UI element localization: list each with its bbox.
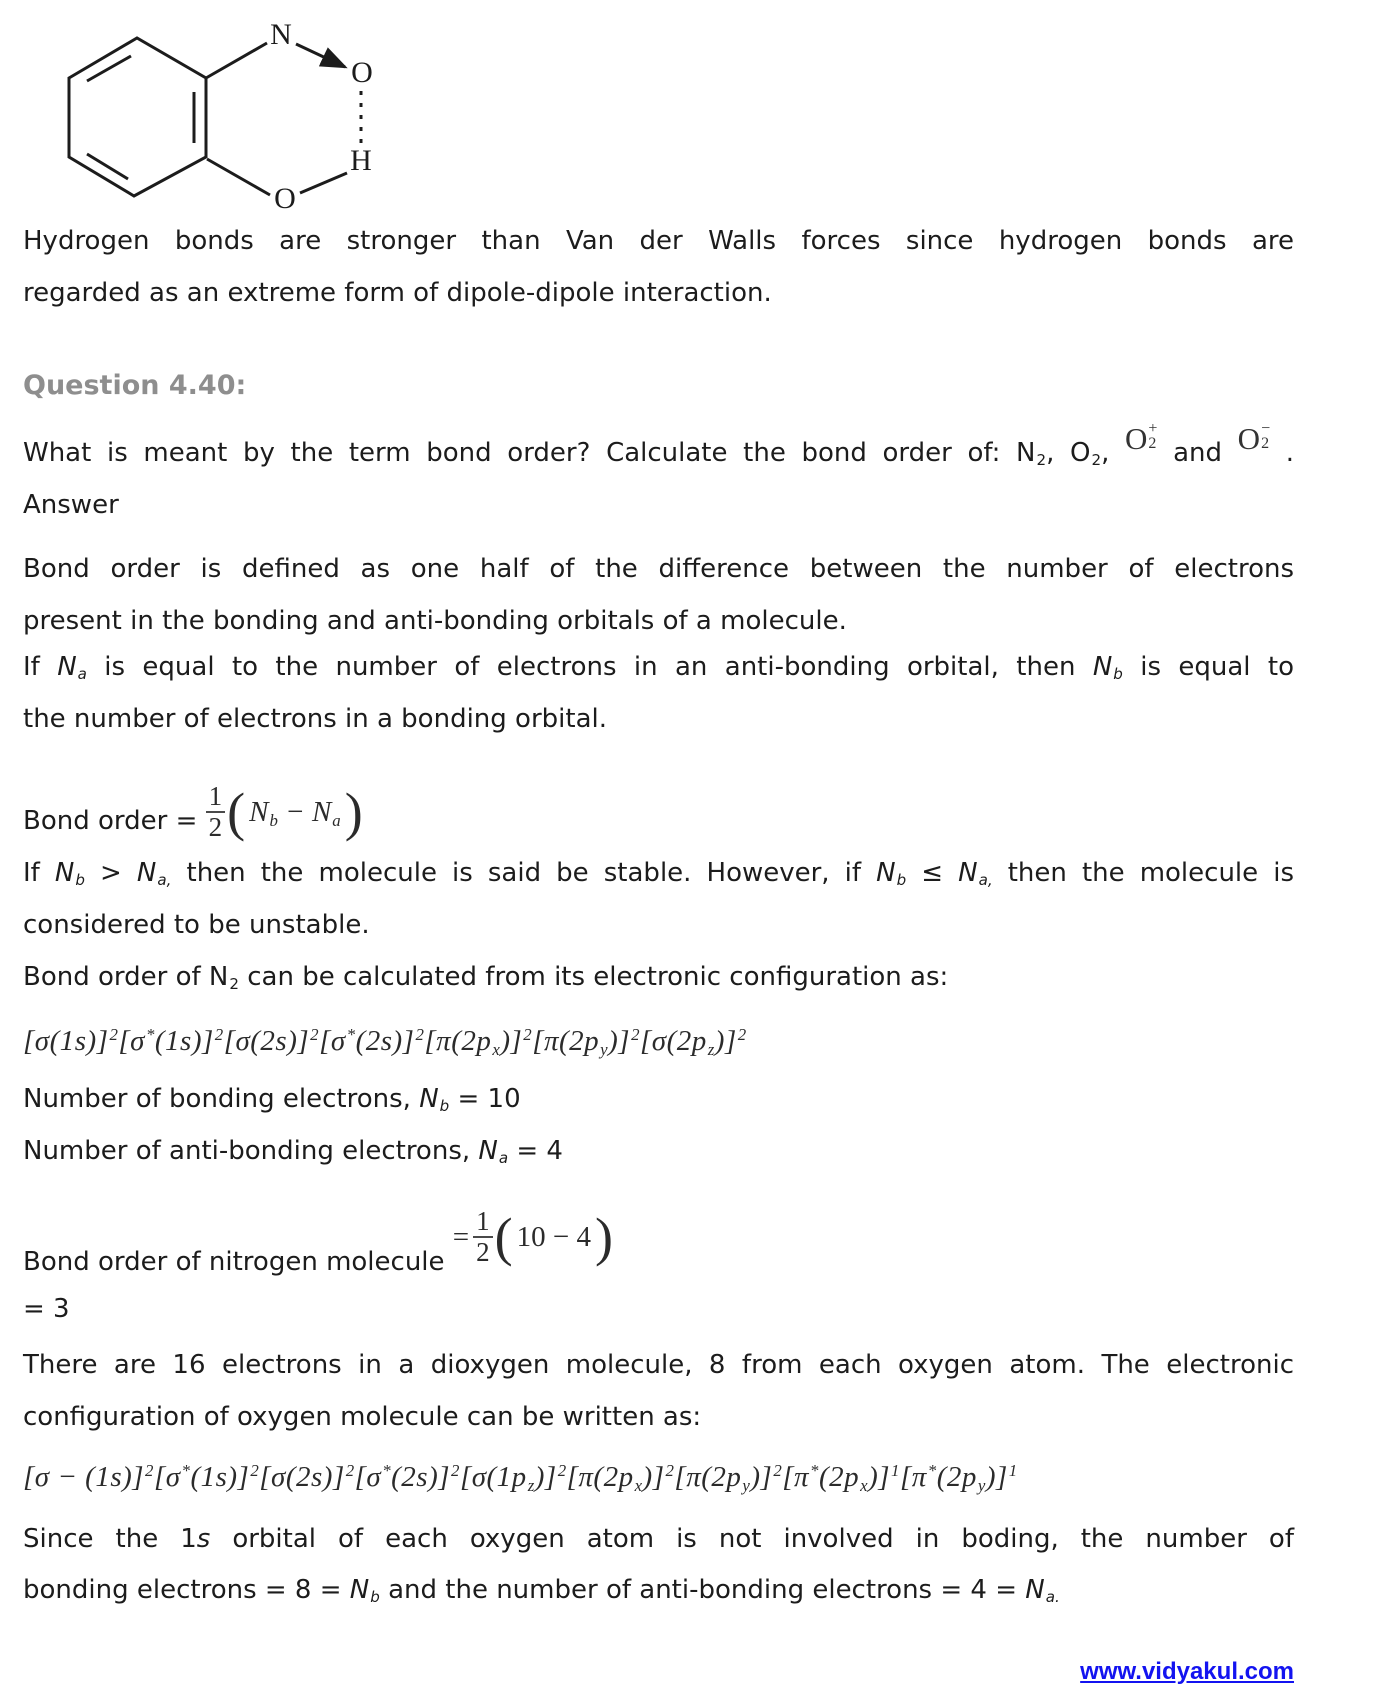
atom-label-o-top: O (351, 56, 373, 89)
formula-nitrogen-label: Bond order of nitrogen molecule (23, 1247, 453, 1277)
benzene-hexagon (69, 38, 206, 196)
fraction-half-nb-na: $\frac{1}{2}$ ( $N_b - N_a$ ) (206, 782, 365, 842)
para-bond-order-def-line2: present in the bonding and anti-bonding orbitals of a molecule. (23, 606, 847, 636)
formula-10-minus-4: 10 − 4 (516, 1221, 591, 1253)
para-dioxygen-line1: There are 16 electrons in a dioxygen molecule, 8 from each oxygen atom. The electronic (23, 1350, 1294, 1380)
formula-o2-configuration: $[\sigma - (1s)]^2[\sigma^*(1s)]^2[\sigma(2s)]^2[\sigma^*(2s)]^2[\sigma(1p_z)]^2[\pi(2p_x)]^2[\pi(2p_y)]^2[\pi^*(2p_x)]^1[\pi^*(2p_y)]^1$ (23, 1460, 1018, 1495)
para-hydrogen-bonds-line2: regarded as an extreme form of dipole-dipole interaction. (23, 278, 772, 308)
para-dioxygen-line2: configuration of oxygen molecule can be written as: (23, 1402, 702, 1432)
para-hydrogen-bonds-line1: Hydrogen bonds are stronger than Van der Walls forces since hydrogen bonds are (23, 226, 1294, 256)
equals-sign: = (452, 1221, 470, 1253)
para-na-nb-line2: the number of electrons in a bonding orbital. (23, 704, 607, 734)
fraction-half-10-4: = $\frac{1}{2}$ ( 10 − 4 ) (452, 1206, 613, 1267)
para-stable-line1: If $N_b > N_{a,}$ then the molecule is said be stable. However, if $N_b \le N_{a,}$ then the molecule is (23, 858, 1295, 890)
bond-h-to-o (300, 173, 347, 193)
answer-label: Answer (23, 490, 119, 520)
formula-nb-minus-na: $N_b - N_a$ (249, 796, 341, 830)
double-bond-bottom-left (87, 154, 128, 179)
formula-n2-configuration: $[\sigma(1s)]^2[\sigma^*(1s)]^2[\sigma(2s)]^2[\sigma^*(2s)]^2[\pi(2p_x)]^2[\pi(2p_y)]^2[\sigma(2p_z)]^2$ (23, 1024, 747, 1059)
para-na-nb-line1: If $N_a$ is equal to the number of electrons in an anti-bonding orbital, then $N_b$ is equal to (23, 652, 1294, 684)
line-result-3: = 3 (23, 1294, 70, 1324)
question-text-line: What is meant by the term bond order? Calculate the bond order of: $N_2$, $O_2$, O + 2 and O − 2 . (23, 420, 1295, 470)
para-bond-order-def-line1: Bond order is defined as one half of the difference between the number of electrons (23, 554, 1294, 584)
vidyakul-link[interactable]: www.vidyakul.com (1080, 1658, 1294, 1685)
formula-bond-order-label: Bond order = (23, 806, 206, 836)
line-bonding-electrons: Number of bonding electrons, $N_b = 10$ (23, 1084, 521, 1116)
benzene-ring-diagram (39, 10, 379, 215)
para-1s-orbital-line2: bonding electrons = $8 = N_b$ and the number of anti-bonding electrons = $4 = N_{a.}$ (23, 1575, 1060, 1607)
question-heading: Question 4.40: (23, 370, 247, 401)
fraction-one-half-2: $\frac{1}{2}$ (473, 1207, 493, 1267)
atom-label-n: N (270, 18, 292, 51)
molecule-structure-figure (39, 10, 379, 215)
fraction-one-half: $\frac{1}{2}$ (206, 782, 226, 842)
line-antibonding-electrons: Number of anti-bonding electrons, $N_a = 4$ (23, 1136, 563, 1168)
double-bond-top-left (87, 56, 131, 81)
atom-label-h: H (350, 144, 372, 177)
para-1s-orbital-line1: Since the 1s orbital of each oxygen atom is not involved in boding, the number of (23, 1524, 1294, 1554)
dative-bond-arrow (296, 44, 345, 67)
formula-nitrogen-row (23, 1206, 1294, 1283)
footer (23, 1655, 1294, 1691)
bond-o-to-ring (207, 159, 270, 195)
para-n2-config-intro: Bond order of $N_2$ can be calculated from its electronic configuration as: (23, 962, 949, 994)
para-stable-line2: considered to be unstable. (23, 910, 370, 940)
bond-ring-to-n (206, 43, 267, 78)
atom-label-o-bottom: O (274, 182, 296, 215)
formula-bond-order-row (23, 781, 1294, 847)
